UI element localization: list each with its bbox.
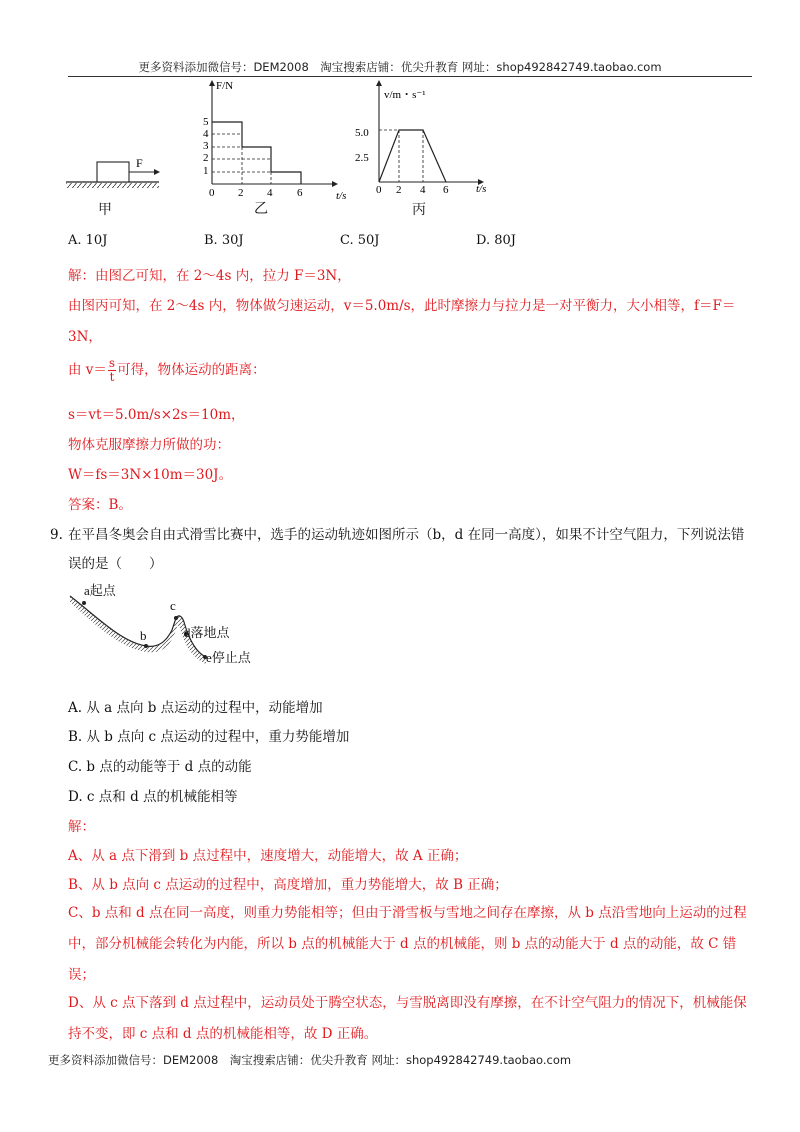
x-tick-6: 6 — [297, 187, 303, 199]
y-tick-1: 1 — [203, 165, 209, 177]
q8-option-b: B. 30J — [204, 233, 244, 248]
point-c — [174, 616, 178, 620]
block — [97, 162, 129, 182]
label-d: d落地点 — [184, 625, 230, 640]
fraction-numerator: s — [108, 356, 116, 370]
y-tick-4: 4 — [203, 128, 209, 140]
force-curve — [212, 122, 301, 184]
y-tick-2: 2 — [203, 152, 209, 164]
label-a: a起点 — [84, 583, 116, 598]
x-tick-4: 4 — [267, 187, 273, 199]
q8-solution-line-5: 物体克服摩擦力所做的功： — [68, 437, 230, 453]
x-tick-0: 0 — [209, 187, 215, 199]
formula-prefix: 由 v＝ — [68, 362, 107, 378]
label-e: e停止点 — [206, 650, 251, 665]
page-header: 更多资料添加微信号：DEM2008 淘宝搜索店铺：优尖升教育 网址：shop492842749.taobao.com — [138, 60, 662, 74]
q9-option-a: A. 从 a 点向 b 点运动的过程中，动能增加 — [68, 700, 323, 716]
figure-jia — [64, 150, 174, 212]
x-axis-label: t/s — [476, 183, 487, 195]
x-axis-label: t/s — [336, 190, 347, 202]
figure-ski-track — [66, 582, 266, 672]
x-tick-2: 2 — [238, 187, 244, 199]
q8-solution-line-3 — [68, 357, 266, 384]
x-tick-0: 0 — [376, 184, 382, 196]
x-tick-6: 6 — [443, 184, 449, 196]
q8-solution-line-2b: 3N， — [68, 329, 102, 345]
q9-option-b: B. 从 b 点向 c 点运动的过程中，重力势能增加 — [68, 729, 350, 745]
y-tick-5: 5 — [203, 116, 209, 128]
q8-answer: 答案：B。 — [68, 497, 132, 513]
q9-stem — [50, 521, 754, 579]
y-axis-label: F/N — [216, 80, 234, 92]
q9-solution-a: A、从 a 点下滑到 b 点过程中，速度增大，动能增大，故 A 正确； — [68, 848, 468, 864]
caption-yi: 乙 — [254, 201, 268, 217]
fraction-denominator: t — [109, 370, 115, 384]
q8-option-c: C. 50J — [340, 233, 380, 248]
q8-option-d: D. 80J — [476, 233, 516, 248]
q9-option-d: D. c 点和 d 点的机械能相等 — [68, 789, 238, 805]
q9-solution-b: B、从 b 点向 c 点运动的过程中，高度增加，重力势能增大，故 B 正确； — [68, 877, 508, 893]
figure-bing — [352, 78, 502, 203]
guide-lines — [379, 130, 423, 182]
caption-bing: 丙 — [412, 202, 426, 218]
caption-jia: 甲 — [98, 202, 112, 218]
question-number: 9. — [50, 527, 63, 543]
q9-solution-d: D、从 c 点下落到 d 点过程中，运动员处于腾空状态，与雪脱离即没有摩擦，在不计空气阻力的情况下，机械能保持不变，即 c 点和 d 点的机械能相等，故 D 正确。 — [68, 995, 747, 1042]
ground-hatch — [66, 183, 159, 188]
q8-solution-line-6: W＝fs＝3N×10m＝30J。 — [68, 467, 233, 483]
q8-solution-line-4: s＝vt＝5.0m/s×2s＝10m， — [68, 407, 245, 423]
header-divider — [68, 76, 752, 77]
label-b: b — [140, 628, 147, 643]
page-footer: 更多资料添加微信号：DEM2008 淘宝搜索店铺：优尖升教育 网址：shop492842749.taobao.com — [48, 1053, 572, 1067]
y-tick-2.5: 2.5 — [355, 152, 369, 164]
velocity-curve — [379, 130, 446, 182]
x-tick-4: 4 — [420, 184, 426, 196]
y-tick-5: 5.0 — [355, 127, 369, 139]
q9-solution-title: 解： — [68, 819, 95, 835]
point-a — [82, 601, 86, 605]
y-tick-3: 3 — [203, 140, 209, 152]
force-label: F — [136, 156, 143, 170]
y-ticks — [203, 116, 209, 177]
q8-option-a: A. 10J — [68, 233, 108, 248]
formula-suffix: 可得，物体运动的距离： — [117, 362, 266, 378]
q8-solution-line-2a: 由图丙可知，在 2～4s 内，物体做匀速运动，v＝5.0m/s，此时摩擦力与拉力是一对平衡力，大小相等，f＝F＝ — [68, 298, 736, 314]
q9-option-c: C. b 点的动能等于 d 点的动能 — [68, 759, 252, 775]
x-tick-2: 2 — [396, 184, 402, 196]
label-c: c — [170, 598, 176, 613]
question-text: 在平昌冬奥会自由式滑雪比赛中，选手的运动轨迹如图所示（b，d 在同一高度），如果不计空气阻力，下列说法错误的是（ ） — [68, 527, 745, 572]
figure-yi — [196, 78, 356, 203]
point-b — [144, 644, 148, 648]
y-axis-label: v/m・s⁻¹ — [384, 89, 426, 101]
fraction-s-over-t — [108, 357, 116, 384]
q9-solution-c: C、b 点和 d 点在同一高度，则重力势能相等；但由于滑雪板与雪地之间存在摩擦，从 b 点沿雪地向上运动的过程中，部分机械能会转化为内能，所以 b 点的机械能大于 d 点的机械能，则 b 点的动能大于 d 点的动能，故 C 错误； — [68, 905, 747, 983]
q8-solution-line-1: 解：由图乙可知，在 2～4s 内，拉力 F＝3N， — [68, 268, 351, 284]
